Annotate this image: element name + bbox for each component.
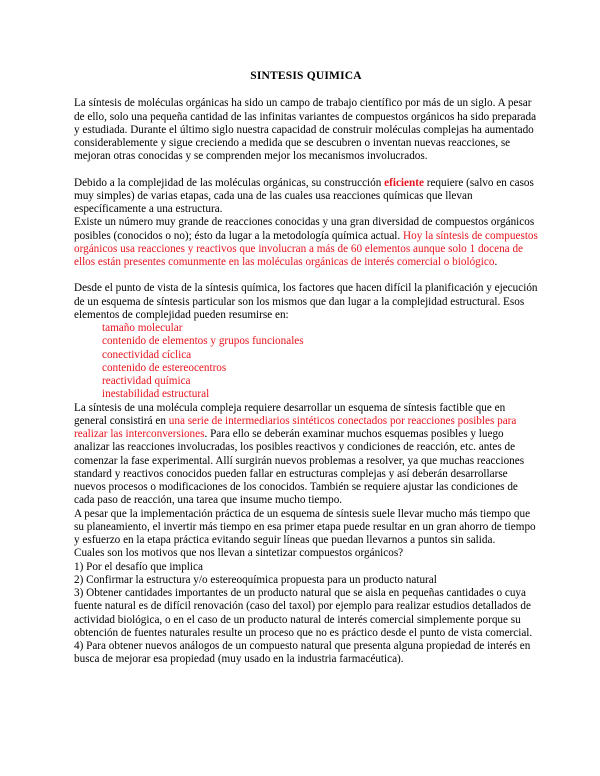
list-item: tamaño molecular [102, 322, 183, 334]
text-span: . [494, 256, 498, 268]
paragraph-reactions [74, 216, 538, 269]
reason-item: 2) Confirmar la estructura y/o estereoquímica propuesta para un producto natural [74, 573, 437, 586]
list-item: contenido de estereocentros [102, 361, 227, 374]
highlight-eficiente: eficiente [384, 176, 424, 189]
highlight-elements: Hoy la síntesis de compuestos orgánicos usa reacciones y reactivos que involucran a más de 60 elementos aunque solo 1 docena de ellos están presentes comunmente en las moléculas orgánicas de interés comercial o biológico [74, 229, 538, 268]
text-span: Debido a la complejidad de las moléculas orgánicas, su construcción [74, 176, 385, 189]
paragraph-factors-intro: Desde el punto de vista de la síntesis química, los factores que hacen difícil la planificación y ejecución de un esquema de síntesis particular son los mismos que dan lugar a la complejidad estructural. Esos elementos de complejidad pueden resumirse en: [74, 282, 538, 321]
text-span: requiere (salvo en casos muy simples) de varias etapas, cada una de las cuales usa reacciones químicas que llevan específicamente a una estructura. [74, 176, 534, 215]
paragraph-gap [74, 164, 538, 177]
reason-item: 4) Para obtener nuevos análogos de un compuesto natural que presenta alguna propiedad de interés en busca de mejorar esa propiedad (muy usado en la industria farmacéutica). [74, 640, 531, 666]
factors-list [74, 322, 538, 402]
paragraph-scheme [74, 402, 538, 508]
paragraph-complexity [74, 177, 538, 217]
text-span: Existe un número muy grande de reacciones conocidas y una gran diversidad de compuestos orgánicos posibles (conocidos o no); ésto da lugar a la metodología química actual. [74, 216, 535, 242]
reason-item: 1) Por el desafío que implica [74, 560, 203, 573]
paragraph-intro: La síntesis de moléculas orgánicas ha sido un campo de trabajo científico por más de un siglo. A pesar de ello, solo una pequeña cantidad de las infinitas variantes de compuestos orgánicos ha sido preparada y estudiada. Durante el último siglo nuestra capacidad de construir moléculas complejas ha aumentado considerablemente y sigue creciendo a medida que se descubren o inventan nuevas reacciones, se mejoran otras conocidas y se comprenden mejor los mecanismos involucrados. [74, 97, 537, 163]
reason-item: 3) Obtener cantidades importantes de un producto natural que se aisla en pequeñas cantidades o cuya fuente natural es de difícil renovación (caso del taxol) por ejemplo para realizar estudios detallados de actividad biológica, o en el caso de un producto natural de interés comercial simplemente porque su obtención de fuentes naturales resulte un proceso que no es práctico desde el punto de vista comercial. [74, 587, 533, 639]
text-span: La síntesis de una molécula compleja requiere desarrollar un esquema de síntesis factible que en general consistirá en [74, 401, 506, 427]
text-span: . Para ello se deberán examinar muchos esquemas posibles y luego analizar las reacciones involucradas, los posibles reactivos y condiciones de reacción, etc. antes de comenzar la fase experimental. Allí surgirán nuevos problemas a resolver, ya que muchas reacciones standard y reactivos conocidos pueden fallar en estructuras complejas y así deberán desarrollarse nuevos procesos o modificaciones de los conocidos. También se requiere ajustar las condiciones de cada paso de reacción, una tarea que insume mucho tiempo. [74, 428, 525, 507]
list-item: contenido de elementos y grupos funcionales [102, 335, 304, 348]
paragraph-question: Cuales son los motivos que nos llevan a sintetizar compuestos orgánicos? [74, 547, 404, 560]
document-title: SINTESIS QUIMICA [250, 70, 362, 82]
list-item: inestabilidad estructural [102, 388, 210, 401]
list-item: reactividad química [102, 375, 191, 387]
list-item: conectividad cíclica [102, 348, 192, 361]
paragraph-planning: A pesar que la implementación práctica de un esquema de síntesis suele llevar mucho más tiempo que su planeamiento, el invertir más tiempo en esa primer etapa puede resultar en un gran ahorro de tiempo y esfuerzo en la etapa práctica evitando seguir líneas que puedan llevarnos a puntos sin salida. [74, 507, 536, 546]
highlight-intermediates: una serie de intermediarios sintéticos conectados por reacciones posibles para realizar las interconversiones [74, 414, 517, 440]
paragraph-gap [74, 269, 538, 282]
